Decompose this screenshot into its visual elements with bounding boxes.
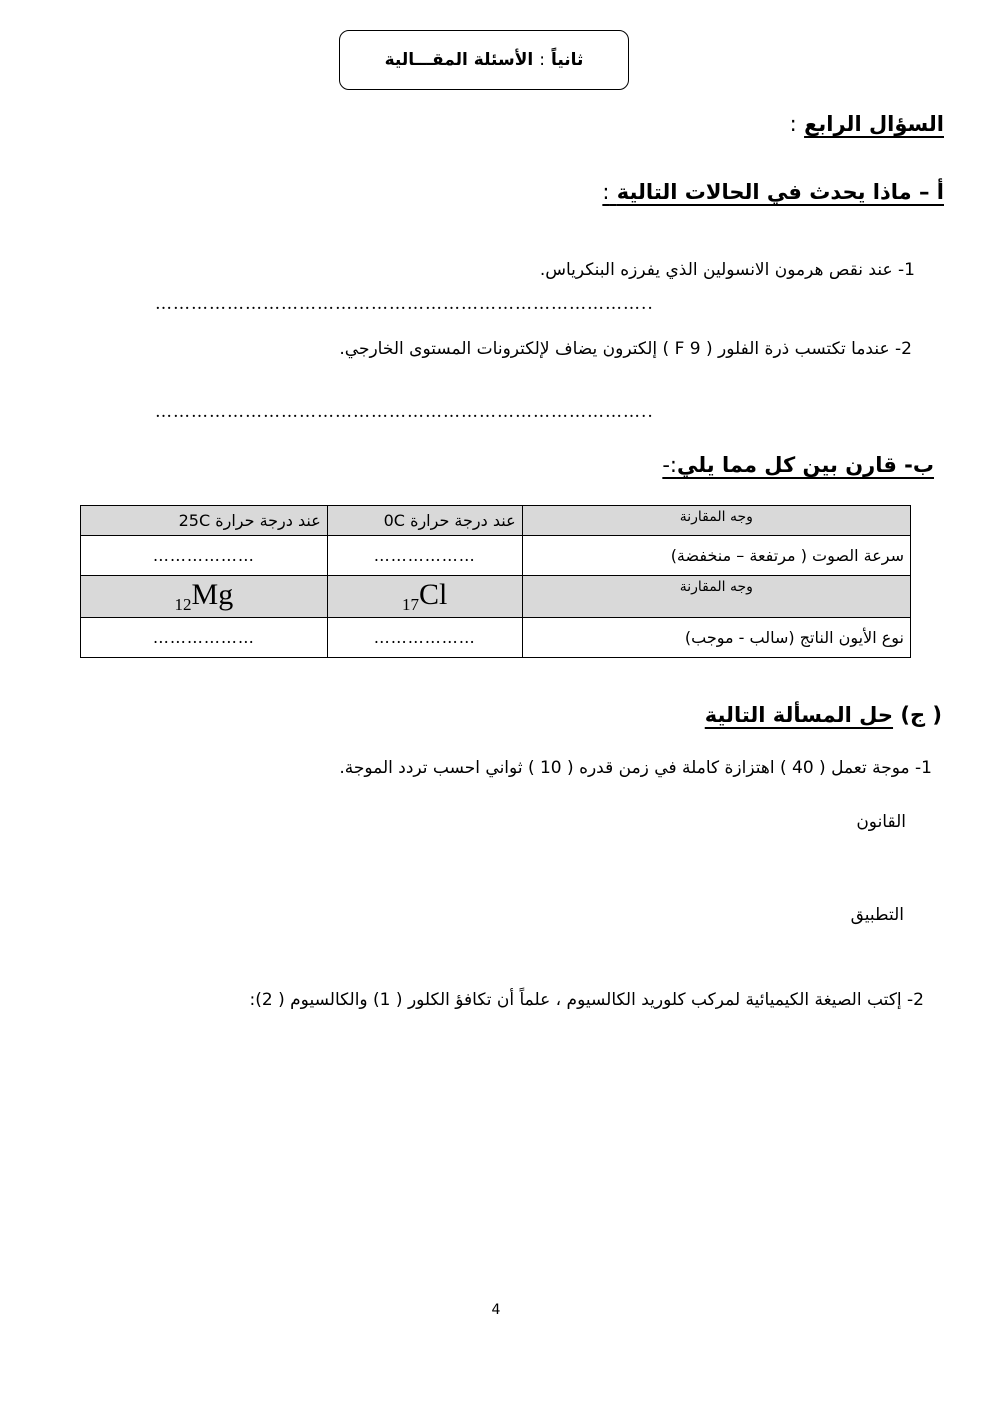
page-number: 4 (491, 1302, 501, 1318)
part-c-prefix: ( ج) (900, 703, 942, 727)
table-cell-answer: ……………… (327, 618, 522, 658)
element-magnesium: $_{12}$Mg (81, 576, 328, 618)
section-title-box (339, 30, 629, 90)
table-header-0c: عند درجة حرارة 0C (327, 506, 522, 536)
section-title-separator: : (539, 50, 545, 70)
section-title: الأسئلة المقـــالية (384, 50, 534, 70)
table-row (81, 618, 911, 658)
answer-line-2: ……………………………………………………………………….. (155, 402, 654, 422)
apply-label: التطبيق (850, 905, 904, 925)
part-a-heading (602, 180, 944, 204)
question-heading (790, 112, 944, 136)
part-c-heading (705, 703, 942, 727)
answer-line-1: ……………………………………………………………………….. (155, 294, 654, 314)
part-a-item-2: 2- عندما تكتسب ذرة الفلور ( F 9 ) إلكترون يضاف لإلكترونات المستوى الخارجي. (339, 339, 912, 359)
table-cell-aspect: سرعة الصوت ( مرتفعة – منخفضة) (522, 536, 910, 576)
table-header-row (81, 506, 911, 536)
problem-1: 1- موجة تعمل ( 40 ) اهتزازة كاملة في زمن قدره ( 10 ) ثواني احسب تردد الموجة. (339, 758, 932, 778)
table-cell-answer: ……………… (81, 618, 328, 658)
part-c-title: حل المسألة التالية (704, 703, 894, 727)
table-cell-answer: ……………… (81, 536, 328, 576)
table-header-aspect: وجه المقارنة (522, 506, 910, 536)
element-chlorine: $_{17}$Cl (327, 576, 522, 618)
section-title-prefix: ثانياً (550, 50, 584, 70)
law-label: القانون (856, 812, 906, 832)
table-cell-aspect: نوع الأيون الناتج (سالب - موجب) (522, 618, 910, 658)
part-b-title: ب- قارن بين كل مما يلي:- (662, 453, 934, 477)
table-header-row-2 (81, 576, 911, 618)
part-a-title: أ – ماذا يحدث في الحالات التالية : (602, 180, 944, 204)
table-row (81, 536, 911, 576)
comparison-table (80, 505, 911, 658)
table-cell-answer: ……………… (327, 536, 522, 576)
question-label: السؤال الرابع (804, 112, 944, 136)
part-b-heading (662, 453, 934, 477)
table-header-25c: عند درجة حرارة 25C (81, 506, 328, 536)
part-a-item-1: 1- عند نقص هرمون الانسولين الذي يفرزه البنكرياس. (539, 260, 915, 280)
question-colon: : (789, 112, 797, 136)
problem-2: 2- إكتب الصيغة الكيميائية لمركب كلوريد الكالسيوم ، علماً أن تكافؤ الكلور ( 1) والكالسيوم ( 2): (249, 990, 924, 1010)
table-header-aspect-2: وجه المقارنة (522, 576, 910, 618)
